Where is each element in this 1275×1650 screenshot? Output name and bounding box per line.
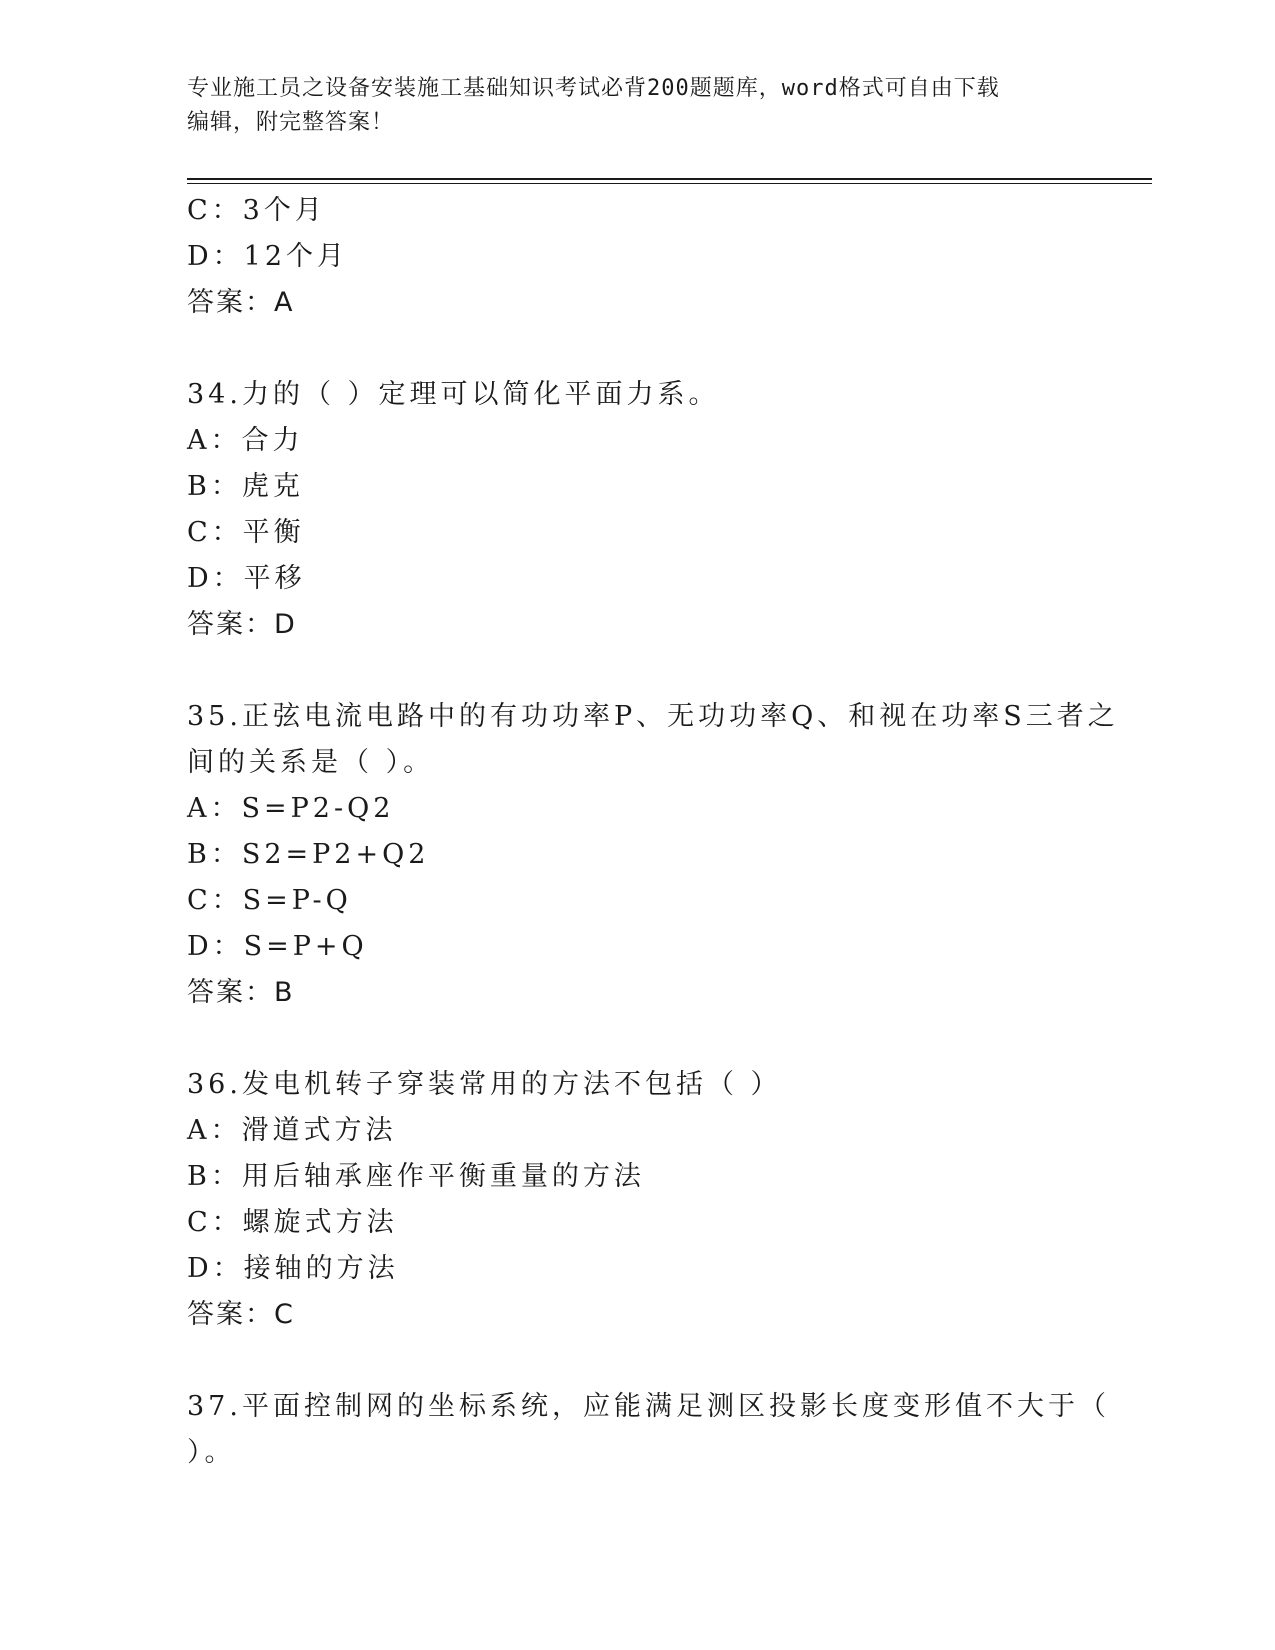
option-line: D：接轴的方法 [187, 1253, 399, 1284]
question-36 [187, 1062, 1087, 1338]
question-34 [187, 372, 1087, 648]
answer-line: 答案：B [187, 977, 295, 1008]
answer-line: 答案：C [187, 1299, 295, 1330]
option-line: D：S=P+Q [187, 931, 368, 962]
question-35 [187, 694, 1119, 1016]
question-stem-continued: ）。 [187, 1437, 236, 1468]
answer-line: 答案：D [187, 609, 297, 640]
question-stem: 35.正弦电流电路中的有功功率P、无功功率Q、和视在功率S三者之 [187, 701, 1119, 732]
question-stem: 34.力的（ ）定理可以简化平面力系。 [187, 379, 720, 410]
option-line: D：平移 [187, 563, 306, 594]
question-list [187, 188, 1119, 1476]
question-spacer [187, 1338, 1087, 1384]
option-line: A：滑道式方法 [187, 1115, 397, 1146]
question-37 [187, 1384, 1110, 1476]
answer-line: 答案：A [187, 287, 295, 318]
question-stem: 37.平面控制网的坐标系统，应能满足测区投影长度变形值不大于（ [187, 1391, 1110, 1422]
option-line: B：S2=P2+Q2 [187, 839, 430, 870]
option-line: B：虎克 [187, 471, 304, 502]
question-stem-continued: 间的关系是（ ）。 [187, 747, 435, 778]
option-line: A：合力 [187, 425, 304, 456]
question-spacer [187, 648, 1087, 694]
document-header [187, 72, 1067, 140]
partial-question-33 [187, 188, 1087, 326]
header-title-line-1: 专业施工员之设备安装施工基础知识考试必背200题题库，word格式可自由下载 [187, 76, 1000, 101]
question-spacer [187, 1016, 1087, 1062]
header-title-line-2: 编辑，附完整答案！ [187, 110, 395, 135]
option-line: D：12个月 [187, 241, 349, 272]
option-line: C：S=P-Q [187, 885, 352, 916]
question-stem: 36.发电机转子穿装常用的方法不包括（ ） [187, 1069, 782, 1100]
option-line: C：平衡 [187, 517, 305, 548]
header-divider-thick [187, 178, 1152, 180]
option-line: B：用后轴承座作平衡重量的方法 [187, 1161, 645, 1192]
question-spacer [187, 326, 1087, 372]
option-line: C：螺旋式方法 [187, 1207, 398, 1238]
header-divider-thin [187, 183, 1152, 184]
option-line: A：S=P2-Q2 [187, 793, 395, 824]
option-line: C：3个月 [187, 195, 326, 226]
